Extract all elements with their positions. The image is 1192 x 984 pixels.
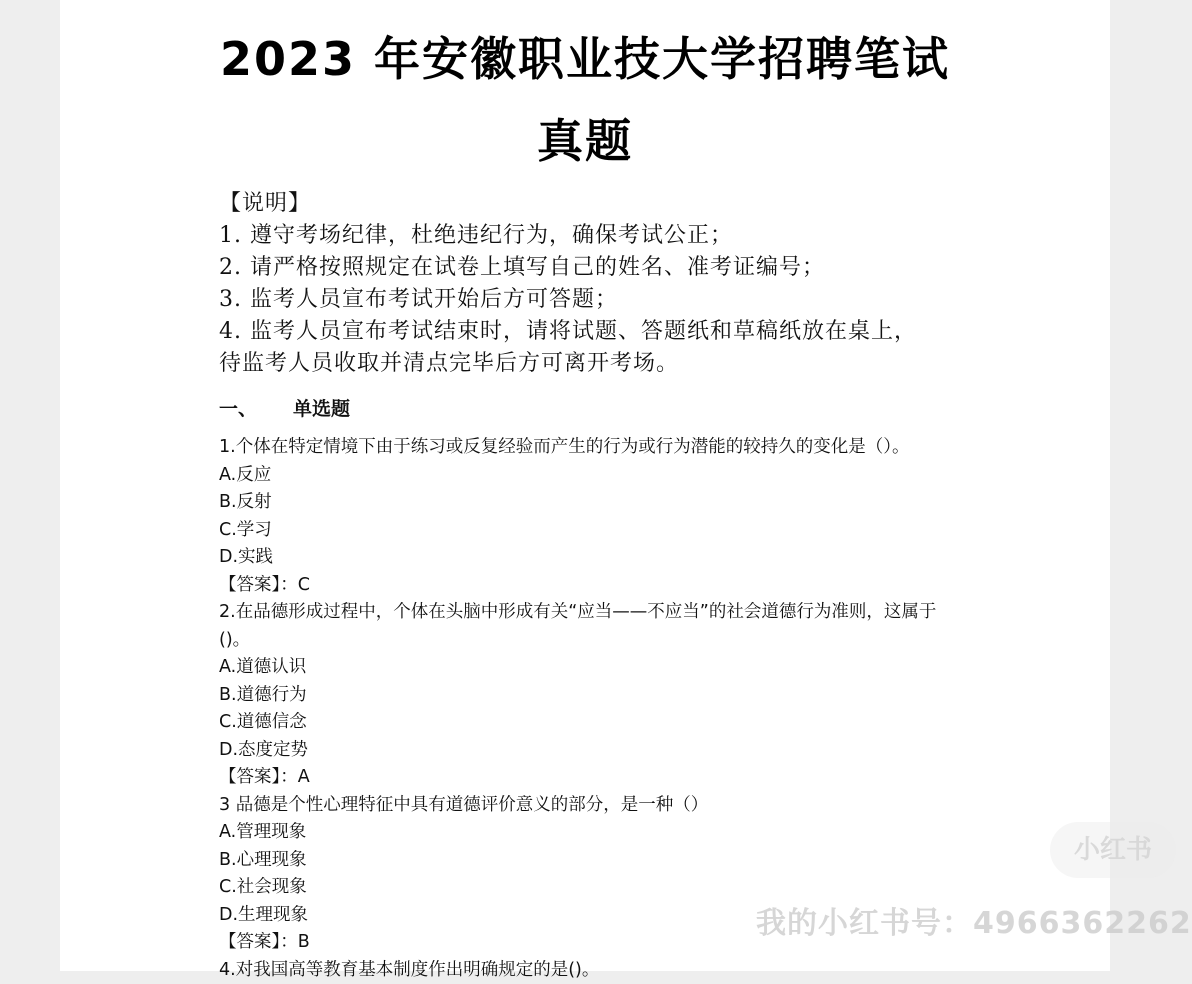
question-answer: 【答案】：A	[219, 764, 999, 792]
instruction-item: 4. 监考人员宣布考试结束时，请将试题、答题纸和草稿纸放在桌上，	[219, 316, 979, 348]
question-option: C.社会现象	[219, 874, 999, 902]
document-title-line1: 2023 年安徽职业技大学招聘笔试	[60, 36, 1110, 82]
watermark-logo: 小红书	[1050, 822, 1176, 878]
question-option: C.学习	[219, 517, 999, 545]
instruction-item: 3. 监考人员宣布考试开始后方可答题；	[219, 284, 979, 316]
instruction-item: 待监考人员收取并清点完毕后方可离开考场。	[219, 348, 979, 380]
instructions-block	[219, 188, 979, 380]
document-page	[60, 0, 1110, 971]
watermark-text: 我的小红书号：4966362262	[756, 898, 1192, 942]
question-answer: 【答案】：B	[219, 929, 999, 957]
question-stem: 4.对我国高等教育基本制度作出明确规定的是()。	[219, 957, 999, 984]
question-option: B.反射	[219, 489, 999, 517]
section-number: 一、	[219, 394, 293, 421]
instructions-heading: 【说明】	[219, 188, 979, 220]
instruction-item: 1. 遵守考场纪律，杜绝违纪行为，确保考试公正；	[219, 220, 979, 252]
section-heading	[219, 394, 350, 421]
document-title-line2: 真题	[60, 118, 1110, 164]
question-stem: 1.个体在特定情境下由于练习或反复经验而产生的行为或行为潜能的较持久的变化是（）。	[219, 434, 999, 462]
question-option: C.道德信念	[219, 709, 999, 737]
section-title: 单选题	[293, 398, 350, 420]
question-stem: 2.在品德形成过程中，个体在头脑中形成有关“应当——不应当”的社会道德行为准则，这属于()。	[219, 599, 959, 654]
question-option: A.反应	[219, 462, 999, 490]
question-option: D.生理现象	[219, 902, 999, 930]
question-option: B.心理现象	[219, 847, 999, 875]
question-option: A.管理现象	[219, 819, 999, 847]
question-option: B.道德行为	[219, 682, 999, 710]
instruction-item: 2. 请严格按照规定在试卷上填写自己的姓名、准考证编号；	[219, 252, 979, 284]
question-option: D.实践	[219, 544, 999, 572]
question-option: D.态度定势	[219, 737, 999, 765]
question-option: A.道德认识	[219, 654, 999, 682]
question-stem: 3 品德是个性心理特征中具有道德评价意义的部分，是一种（）	[219, 792, 999, 820]
question-answer: 【答案】：C	[219, 572, 999, 600]
